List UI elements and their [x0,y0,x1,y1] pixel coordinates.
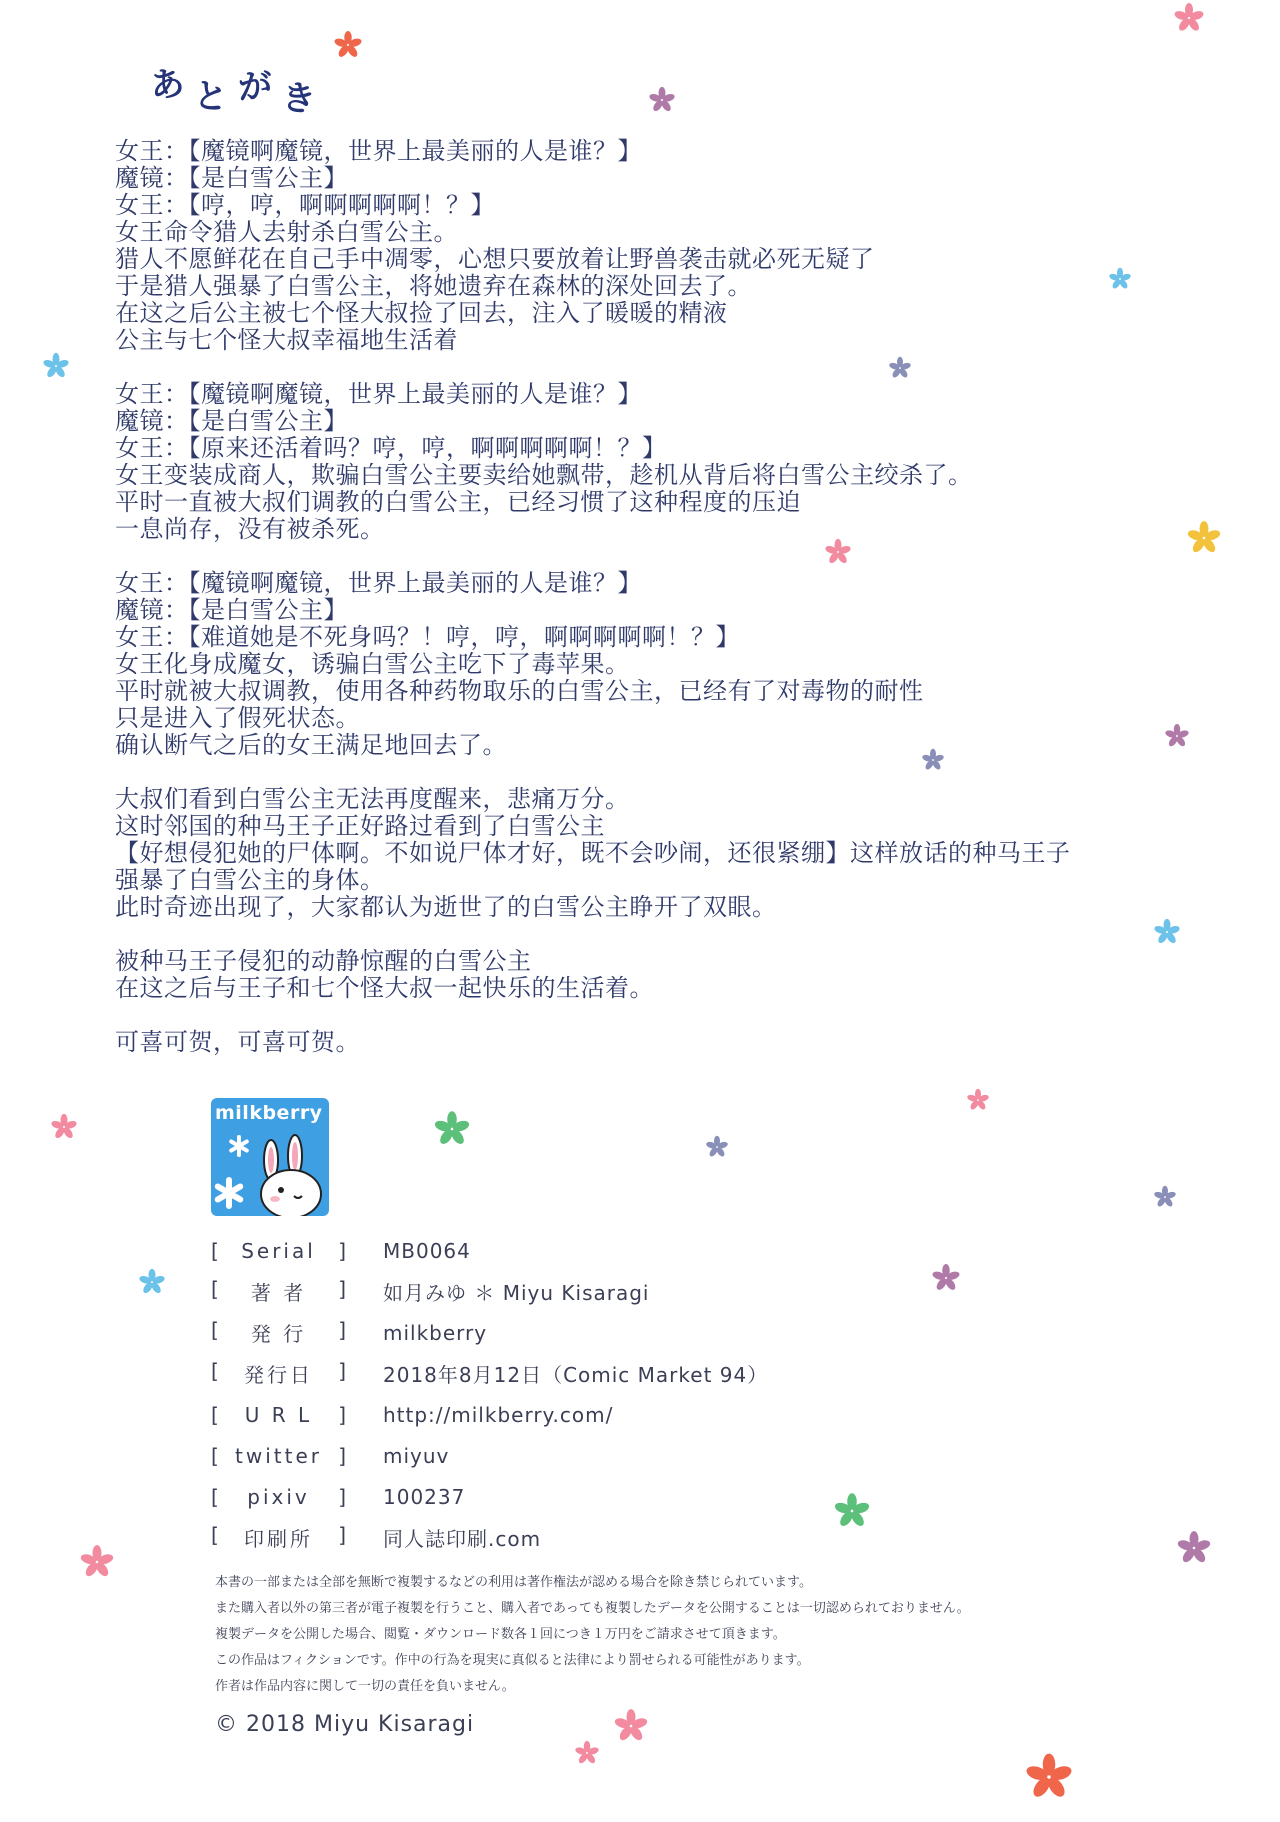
colophon-value: http://milkberry.com/ [383,1402,614,1427]
story-line: 一息尚存，没有被杀死。 [115,515,385,543]
title-char: と [192,75,230,119]
flower-icon [1108,267,1132,291]
story-line: 在这之后与王子和七个怪大叔一起快乐的生活着。 [115,974,654,1002]
flower-icon [333,30,363,60]
story-line: 女王：【哼，哼，啊啊啊啊啊！？】 [115,191,495,219]
story-line: 被种马王子侵犯的动静惊醒的白雪公主 [115,947,532,975]
flower-icon [824,538,852,566]
logo-text: milkberry [215,1102,323,1124]
colophon-value: milkberry [383,1320,488,1345]
story-line: 魔镜：【是白雪公主】 [115,407,348,435]
milkberry-logo [211,1098,329,1216]
colophon-row [211,1394,1111,1435]
flower-icon [648,86,676,114]
flower-icon [1176,1530,1212,1566]
legal-notices [215,1570,1195,1700]
story-paragraph [115,570,1175,759]
flower-icon [1173,2,1205,34]
colophon-row [211,1517,1111,1558]
copyright: © 2018 Miyu Kisaragi [215,1712,475,1737]
story-line: 女王变装成商人，欺骗白雪公主要卖给她飘带，趁机从背后将白雪公主绞杀了。 [115,461,973,489]
colophon-value: 同人誌印刷.com [383,1527,542,1551]
flower-icon [966,1088,990,1112]
story-line: 猎人不愿鲜花在自己手中凋零，心想只要放着让野兽袭击就必死无疑了 [115,245,875,273]
story-line: 女王：【难道她是不死身吗？！哼，哼，啊啊啊啊啊！？】 [115,623,740,651]
story-paragraph [115,786,1175,921]
colophon-key: [ Serial ] [211,1238,346,1263]
notice-line: この作品はフィクションです。作中の行為を現実に真似ると法律により罰せられる可能性があります。 [215,1653,810,1668]
story-line: 平时一直被大叔们调教的白雪公主，已经习惯了这种程度的压迫 [115,488,801,516]
colophon-value: 100237 [383,1484,466,1509]
colophon-row [211,1435,1111,1476]
page-title [148,58,318,121]
story-line: 于是猎人强暴了白雪公主，将她遗弃在森林的深处回去了。 [115,272,752,300]
flower-icon [613,1708,649,1744]
flower-icon [574,1740,600,1766]
colophon-key: [ 著 者 ] [211,1277,346,1305]
story-line: 魔镜：【是白雪公主】 [115,596,348,624]
colophon-key: [ 発行日 ] [211,1359,346,1387]
notice-line: 作者は作品内容に関して一切の責任を負いません。 [215,1679,515,1694]
story-line: 女王命令猎人去射杀白雪公主。 [115,218,458,246]
story-paragraph [115,1029,1175,1056]
notice-line: 複製データを公開した場合、閲覧・ダウンロード数各１回につき１万円をご請求させて頂きます。 [215,1627,786,1642]
colophon-key: [ 発 行 ] [211,1318,346,1346]
flower-icon [1153,918,1181,946]
story-line: 此时奇迹出现了，大家都认为逝世了的白雪公主睁开了双眼。 [115,893,777,921]
title-char: あ [148,63,187,107]
notice-line: 本書の一部または全部を無断で複製するなどの利用は著作権法が認める場合を除き禁じられています。 [215,1575,812,1590]
flower-icon [79,1544,115,1580]
story-line: 公主与七个怪大叔幸福地生活着 [115,326,458,354]
story-line: 女王：【魔镜啊魔镜，世界上最美丽的人是谁？】 [115,569,642,597]
story-line: 这时邻国的种马王子正好路过看到了白雪公主 [115,812,605,840]
story-line: 女王化身成魔女，诱骗白雪公主吃下了毒苹果。 [115,650,630,678]
colophon [211,1230,1111,1558]
flower-icon [50,1113,78,1141]
flower-icon [433,1110,471,1148]
story-line: 平时就被大叔调教，使用各种药物取乐的白雪公主，已经有了对毒物的耐性 [115,677,924,705]
colophon-value: 2018年8月12日（Comic Market 94） [383,1363,769,1387]
colophon-key: [ 印刷所 ] [211,1523,346,1551]
flower-icon [42,352,70,380]
story-line: 魔镜：【是白雪公主】 [115,164,348,192]
story-line: 可喜可贺，可喜可贺。 [115,1028,360,1056]
colophon-row [211,1312,1111,1353]
colophon-value: MB0064 [383,1238,471,1263]
flower-icon [705,1135,729,1159]
notice-line: また購入者以外の第三者が電子複製を行うこと、購入者であっても複製したデータを公開することは一切認められておりません。 [215,1601,970,1616]
flower-icon [888,356,912,380]
bunny-icon [211,1098,329,1216]
flower-icon [1024,1752,1074,1802]
story-line: 强暴了白雪公主的身体。 [115,866,385,894]
flower-icon [931,1263,961,1293]
story-line: 女王：【魔镜啊魔镜，世界上最美丽的人是谁？】 [115,380,642,408]
colophon-row [211,1353,1111,1394]
colophon-value: 如月みゆ ＊ Miyu Kisaragi [383,1281,650,1305]
flower-icon [1153,1185,1177,1209]
story-line: 确认断气之后的女王满足地回去了。 [115,731,507,759]
story-line: 大叔们看到白雪公主无法再度醒来，悲痛万分。 [115,785,630,813]
title-char: が [236,65,274,109]
colophon-value: miyuv [383,1443,450,1468]
story-line: 女王：【原来还活着吗？哼，哼，啊啊啊啊啊！？】 [115,434,667,462]
colophon-key: [ pixiv ] [211,1484,346,1509]
flower-icon [1164,723,1190,749]
story-line: 在这之后公主被七个怪大叔捡了回去，注入了暖暖的精液 [115,299,728,327]
story-line: 只是进入了假死状态。 [115,704,360,732]
story-paragraph [115,138,1175,354]
colophon-key: [ twitter ] [211,1443,346,1468]
colophon-row [211,1476,1111,1517]
flower-icon [1186,520,1222,556]
flower-icon [138,1268,166,1296]
colophon-row [211,1271,1111,1312]
colophon-row [211,1230,1111,1271]
story-paragraph [115,948,1175,1002]
story-line: 女王：【魔镜啊魔镜，世界上最美丽的人是谁？】 [115,137,642,165]
title-char: き [279,77,318,121]
flower-icon [833,1492,871,1530]
story-body [115,138,1175,1083]
colophon-key: [ U R L ] [211,1402,346,1427]
story-line: 【好想侵犯她的尸体啊。不如说尸体才好，既不会吵闹，还很紧绷】这样放话的种马王子 [115,839,1071,867]
flower-icon [921,748,945,772]
story-paragraph [115,381,1175,543]
